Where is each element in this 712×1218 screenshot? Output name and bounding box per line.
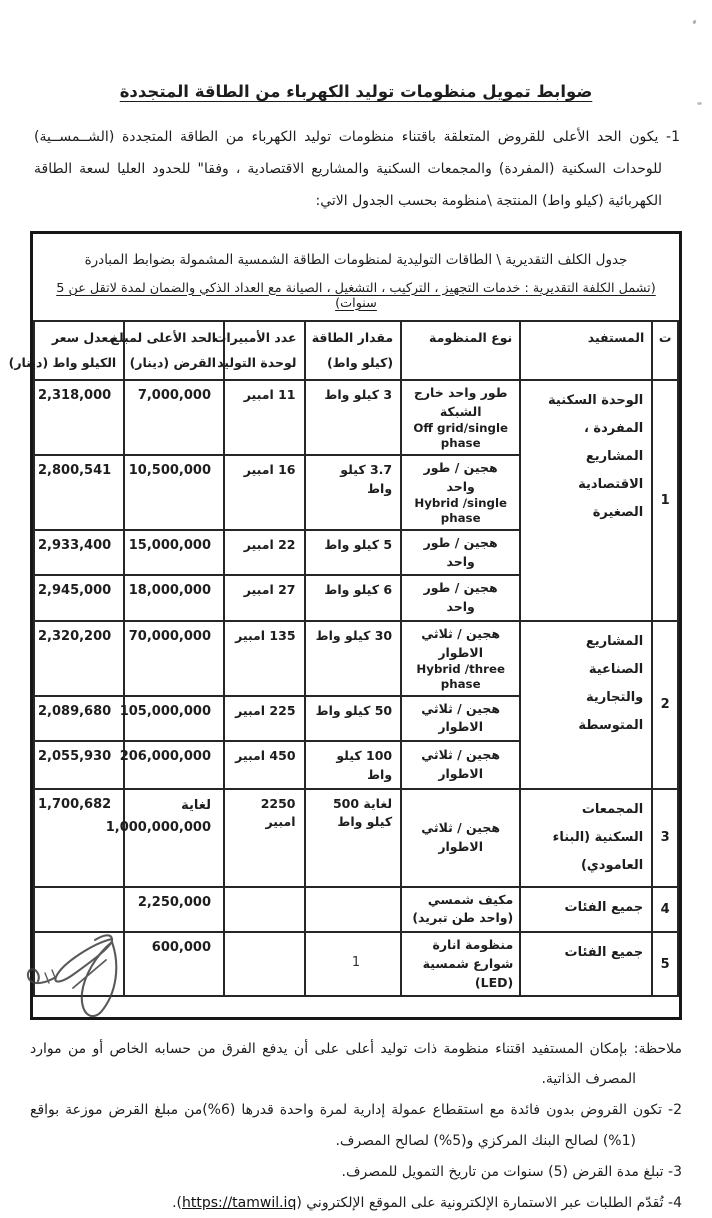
beneficiary-cell: الوحدة السكنية المفردة ، المشاريع الاقتصادية الصغيرة (520, 380, 652, 621)
loan-cell: 10,500,000 (124, 455, 224, 530)
power-cell: 3 كيلو واط (305, 380, 402, 455)
amperes-cell: 135 امبير (224, 621, 305, 696)
rate-cell: 2,055,930 (34, 741, 124, 789)
loan-cell: لغاية 1,000,000,000 (124, 789, 224, 887)
power-cell: 5 كيلو واط (305, 530, 402, 576)
signature (16, 925, 134, 1020)
column-header-beneficiary: المستفيد (520, 321, 652, 380)
amperes-cell: 450 امبير (224, 741, 305, 789)
system-type-cell: مكيف شمسي (واحد طن تبريد) (401, 887, 520, 933)
loan-cell: 18,000,000 (124, 575, 224, 621)
column-header-system_type: نوع المنظومة (401, 321, 520, 380)
rate-cell: 1,700,682 (34, 789, 124, 887)
power-cell: 3.7 كيلو واط (305, 455, 402, 530)
note-item-3: 3- تبلغ مدة القرض (5) سنوات من تاريخ التمويل للمصرف. (341, 1163, 682, 1180)
amperes-cell: 2250 امبير (224, 789, 305, 887)
amperes-cell (224, 887, 305, 933)
amperes-cell: 11 امبير (224, 380, 305, 455)
system-type-cell: هجين / طور واحد (401, 530, 520, 576)
beneficiary-cell: جميع الفئات (520, 932, 652, 996)
system-type-cell: هجين / ثلاثي الاطوار (401, 696, 520, 742)
system-type-cell: هجين / ثلاثي الاطوار (401, 741, 520, 789)
serial-cell: 5 (652, 932, 678, 996)
rate-cell: 2,800,541 (34, 455, 124, 530)
notes-section (30, 1034, 682, 1218)
loan-cell: 105,000,000 (124, 696, 224, 742)
amperes-cell: 225 امبير (224, 696, 305, 742)
column-header-loan: الحد الأعلى لمبلغ القرض (دينار) (124, 321, 224, 380)
cost-table (8, 320, 679, 998)
loan-cell: 7,000,000 (124, 380, 224, 455)
cost-table-body (34, 380, 678, 996)
rate-cell: 2,945,000 (34, 575, 124, 621)
rate-cell: 2,933,400 (34, 530, 124, 576)
rate-cell: 2,318,000 (34, 380, 124, 455)
serial-cell: 2 (652, 621, 678, 789)
system-type-cell: هجين / طور واحد Hybrid /single phase (401, 455, 520, 530)
table-row (34, 789, 678, 887)
beneficiary-cell: المجمعات السكنية (البناء العامودي) (520, 789, 652, 887)
beneficiary-cell: جميع الفئات (520, 887, 652, 933)
amperes-cell: 16 امبير (224, 455, 305, 530)
power-cell (305, 887, 402, 933)
note-item-4 (30, 1188, 682, 1218)
amperes-cell: 27 امبير (224, 575, 305, 621)
loan-cell: 600,000 (124, 932, 224, 996)
scan-speck (697, 102, 702, 105)
cost-table-header-row (34, 321, 678, 380)
page-title: ضوابط تمويل منظومات توليد الكهرباء من الطاقة المتجددة (119, 82, 593, 101)
power-cell: لغاية 500 كيلو واط (305, 789, 402, 887)
tamwil-website-link[interactable]: https://tamwil.iq (181, 1194, 297, 1211)
rate-cell: 2,089,680 (34, 696, 124, 742)
power-cell: 30 كيلو واط (305, 621, 402, 696)
system-type-cell: منظومة انارة شوارع شمسية (LED) (401, 932, 520, 996)
table-caption: جدول الكلف التقديرية \ الطاقات التوليدية لمنظومات الطاقة الشمسية المشمولة بضوابط المبادرة (84, 251, 628, 268)
power-cell: 100 كيلو واط (305, 741, 402, 789)
table-row (34, 621, 678, 696)
rate-cell: 2,320,200 (34, 621, 124, 696)
note-remark: ملاحظة: بإمكان المستفيد اقتناء منظومة ذات توليد أعلى على أن يدفع الفرق من حسابه الخاص أو من موارد المصرف الذاتية. (30, 1041, 682, 1088)
system-type-cell: هجين / ثلاثي الاطوار Hybrid /three phase (401, 621, 520, 696)
serial-cell: 4 (652, 887, 678, 933)
power-cell: 50 كيلو واط (305, 696, 402, 742)
note-item-2: 2- تكون القروض بدون فائدة مع استقطاع عمولة إدارية لمرة واحدة قدرها (6%)من مبلغ القرض موزعة بواقع (1%) لصالح البنك المركزي و(5%) لصالح المصرف. (30, 1102, 683, 1149)
table-subcaption: (تشمل الكلفة التقديرية : خدمات التجهيز ، التركيب ، التشغيل ، الصيانة مع العداد الذكي والضمان لمدة لاتقل عن 5 سنوات) (56, 280, 656, 311)
intro-paragraph: 1- يكون الحد الأعلى للقروض المتعلقة باقتناء منظومات توليد الكهرباء من الطاقة المتجددة (الشــمســية) للوحدات السكنية (المفردة) والمجمعات السكنية والمشاريع الاقتصادية ، وفقا" للحدود العليا لسعة الطاقة الكهربائية (كيلو واط) المنتجة \منظومة بحسب الجدول الاتي: (34, 129, 680, 210)
table-frame (8, 231, 682, 1021)
system-type-cell: طور واحد خارج الشبكة Off grid/single phase (401, 380, 520, 455)
loan-cell: 2,250,000 (124, 887, 224, 933)
table-row (34, 380, 678, 455)
column-header-rate: معدل سعر الكيلو واط (دينار) (34, 321, 124, 380)
loan-cell: 70,000,000 (124, 621, 224, 696)
column-header-power: مقدار الطاقة (كيلو واط) (305, 321, 402, 380)
loan-cell: 206,000,000 (124, 741, 224, 789)
power-cell: 6 كيلو واط (305, 575, 402, 621)
beneficiary-cell: المشاريع الصناعية والتجارية المتوسطة (520, 621, 652, 789)
system-type-cell: هجين / طور واحد (401, 575, 520, 621)
page-number: 1 (351, 955, 361, 970)
note-item-4-suffix: ). (172, 1194, 182, 1211)
column-header-amperes: عدد الأمبيرات لوحدة التوليد (224, 321, 305, 380)
system-type-cell: هجين / ثلاثي الاطوار (401, 789, 520, 887)
loan-cell: 15,000,000 (124, 530, 224, 576)
column-header-serial: ت (652, 321, 678, 380)
serial-cell: 3 (652, 789, 678, 887)
note-item-4-text: 4- تُقدّم الطلبات عبر الاستمارة الإلكترونية على الموقع الإلكتروني ( (296, 1194, 682, 1211)
amperes-cell: 22 امبير (224, 530, 305, 576)
serial-cell: 1 (652, 380, 678, 621)
